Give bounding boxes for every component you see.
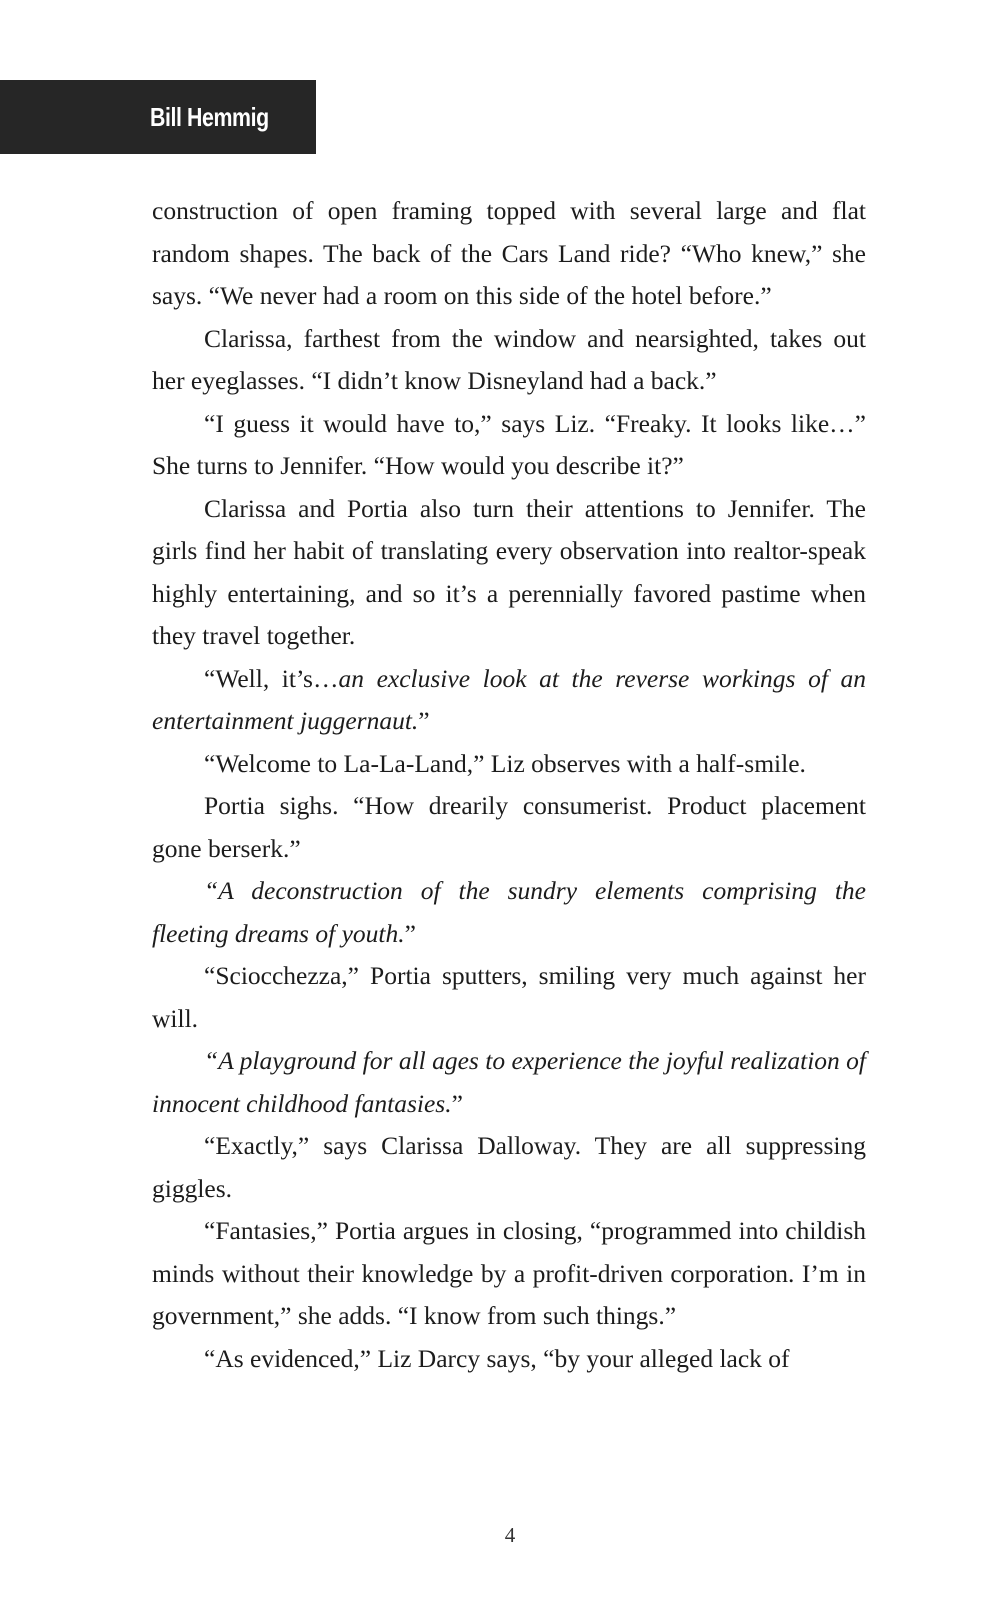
paragraph: Portia sighs. “How drearily consumerist. Product placement gone berserk.” — [152, 791, 866, 863]
running-header-bar — [0, 80, 316, 154]
paragraph: “A playground for all ages to experience the joyful realization of innocent childhood fantasies.” — [152, 1046, 866, 1118]
paragraph: construction of open framing topped with several large and flat random shapes. The back of the Cars Land ride? “Who knew,” she says. “We never had a room on this side of the hotel before.” — [152, 196, 866, 310]
paragraph: Clarissa and Portia also turn their attentions to Jennifer. The girls find her habit of translating every observation into realtor-speak highly entertaining, and so it’s a perennially favored pastime when they travel together. — [152, 493, 866, 650]
author-name: Bill Hemmig — [150, 101, 269, 132]
paragraph: “Fantasies,” Portia argues in closing, “programmed into childish minds without their knowledge by a profit-driven corporation. I’m in government,” she adds. “I know from such things.” — [152, 1216, 866, 1330]
paragraph: “I guess it would have to,” says Liz. “Freaky. It looks like…” She turns to Jennifer. “How would you describe it?” — [152, 408, 866, 480]
paragraph: “A deconstruction of the sundry elements comprising the fleeting dreams of youth.” — [152, 876, 866, 948]
paragraph: “Welcome to La-La-Land,” Liz observes with a half-smile. — [204, 748, 806, 778]
paragraph: “As evidenced,” Liz Darcy says, “by your alleged lack of — [204, 1343, 790, 1373]
paragraph: Clarissa, farthest from the window and nearsighted, takes out her eyeglasses. “I didn’t know Disneyland had a back.” — [152, 323, 866, 395]
body-text — [152, 190, 866, 1380]
paragraph: “Sciocchezza,” Portia sputters, smiling very much against her will. — [152, 961, 866, 1033]
page-number: 4 — [504, 1523, 516, 1547]
paragraph: “Exactly,” says Clarissa Dalloway. They are all suppressing giggles. — [152, 1131, 866, 1203]
paragraph: “Well, it’s…an exclusive look at the reverse workings of an entertainment juggernaut.” — [152, 663, 866, 735]
